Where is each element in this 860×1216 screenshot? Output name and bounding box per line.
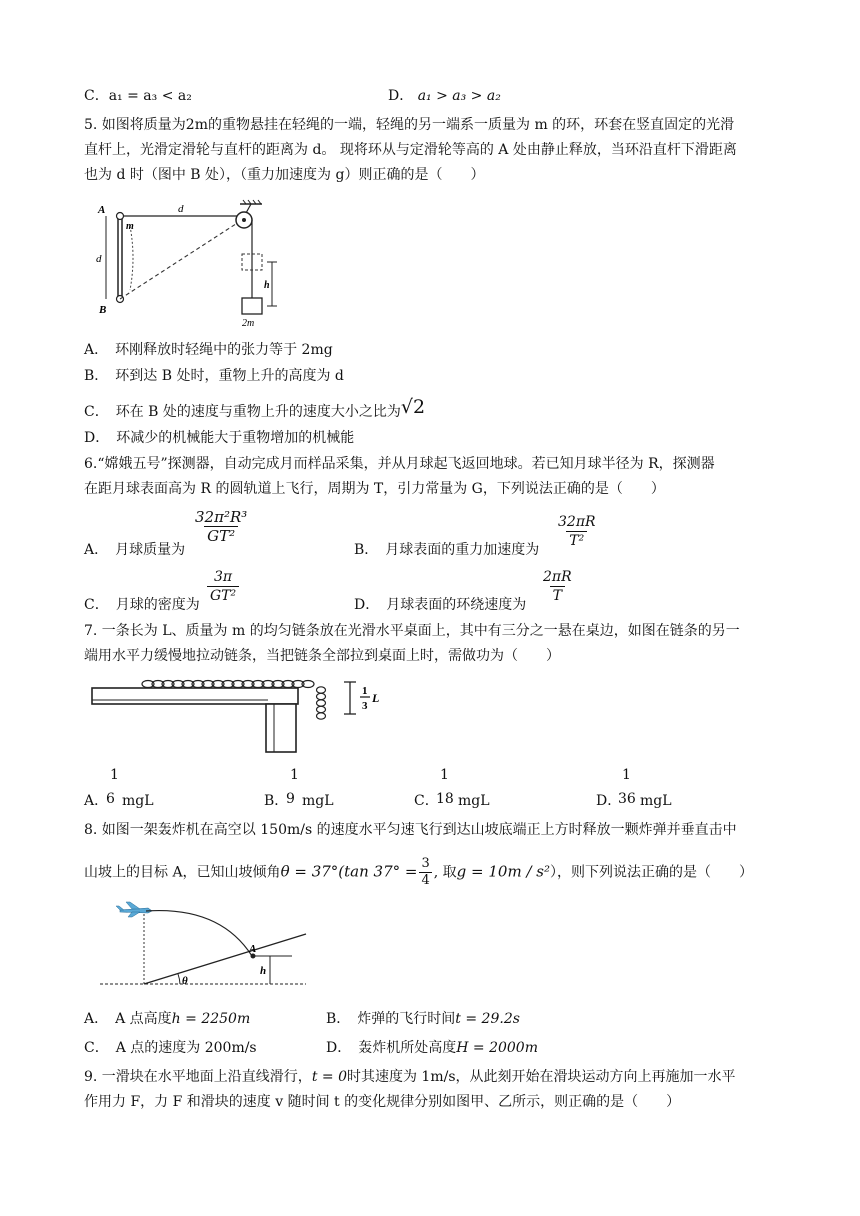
q6-stem-line1: 6.“嫦娥五号”探测器，自动完成月而样品采集，并从月球起飞返回地球。若已知月球半径为 R，探测器 [84, 456, 715, 472]
q8-fraction-num: 3 [421, 856, 430, 871]
q8-bomber-diagram [100, 898, 320, 993]
q7-option-numerator: 1 [622, 767, 631, 783]
q6-c-denominator: GT² [207, 586, 239, 605]
q6-d-numerator: 2πR [543, 569, 572, 585]
q7-option-suffix: mgL [302, 793, 334, 809]
q8-stem-line1: 8. 如图一架轰炸机在高空以 150m/s 的速度水平匀速飞行到达山坡底端正上方时释放一颗炸弹并垂直击中 [84, 822, 737, 838]
q8-label-h: h [260, 965, 267, 977]
chain-link [317, 706, 326, 712]
q7-option-numerator: 1 [110, 767, 119, 783]
q5-stem-line3: 也为 d 时（图中 B 处），（重力加速度为 g）则正确的是（ ） [84, 167, 485, 183]
q9-stem-line1-b: 时其速度为 1m/s，从此刻开始在滑块运动方向上再施加一水平 [346, 1069, 736, 1085]
airplane-icon [116, 902, 152, 917]
q6-a-denominator: GT² [204, 526, 238, 545]
q6-option-b: B． 月球表面的重力加速度为 [354, 542, 540, 558]
q8-option-b [326, 1009, 520, 1029]
q9-stem-line1-a: 9. 一滑块在水平地面上沿直线滑行， [84, 1069, 312, 1085]
q7-option-prefix: B． [264, 793, 289, 809]
q8-fraction-den: 4 [421, 873, 430, 888]
q5-option-c [84, 396, 426, 422]
q5-label-m: m [126, 221, 134, 232]
q8-option-b-expr: t = 29.2s [455, 1011, 520, 1027]
q4-option-d-expr: a₁ > a₃ > a₂ [417, 88, 501, 104]
q6-option-a: A． 月球质量为 [84, 542, 186, 558]
q7-label-num: 1 [362, 685, 368, 697]
q7-option-suffix: mgL [122, 793, 154, 809]
q9-stem-line1 [84, 1067, 736, 1087]
q4-option-c: C．a₁ = a₃ < a₂ [84, 88, 192, 104]
chain-link [317, 687, 326, 693]
q5-option-d: D． 环减少的机械能大于重物增加的机械能 [84, 430, 355, 446]
q6-option-c-fraction [207, 568, 239, 605]
q8-option-a-expr: h = 2250m [171, 1011, 251, 1027]
q7-stem-line2: 端用水平力缓慢地拉动链条，当把链条全部拉到桌面上时，需做功为（ ） [84, 648, 560, 664]
chain-link [317, 713, 326, 719]
q5-stem-line1: 5. 如图将质量为2m的重物悬挂在轻绳的一端，轻绳的另一端系一质量为 m 的环，环套在竖直固定的光滑 [84, 117, 735, 133]
q5-option-c-text: C． 环在 B 处的速度与重物上升的速度大小之比为 [84, 404, 401, 420]
q6-d-denominator: T [550, 586, 565, 605]
q6-option-d: D． 月球表面的环绕速度为 [354, 597, 527, 613]
q5-label-b: B [99, 304, 107, 316]
q4-option-d-prefix: D． [388, 88, 414, 104]
q8-option-d-prefix: D． 轰炸机所处高度 [326, 1040, 457, 1056]
q5-option-a: A． 环刚释放时轻绳中的张力等于 2mg [84, 342, 333, 358]
q6-a-numerator: 32π²R³ [195, 508, 248, 526]
q5-label-d-side: d [96, 253, 102, 265]
q7-option-numerator: 1 [440, 767, 449, 783]
q7-option-suffix: mgL [640, 793, 672, 809]
q8-option-c: C． A 点的速度为 200m/s [84, 1040, 257, 1056]
q5-label-a: A [98, 204, 106, 216]
q5-pulley-diagram [96, 198, 306, 333]
q7-option-prefix: A． [84, 793, 109, 809]
q8-stem-line2-a: 山坡上的目标 A，已知山坡倾角 [84, 864, 281, 881]
q7-chain-diagram [88, 676, 378, 756]
chain-link [317, 700, 326, 706]
q5-label-h: h [264, 280, 270, 291]
q6-option-a-fraction [192, 508, 250, 545]
q5-option-b: B． 环到达 B 处时，重物上升的高度为 d [84, 368, 344, 384]
q6-stem-line2: 在距月球表面高为 R 的圆轨道上飞行，周期为 T，引力常量为 G，下列说法正确的是（ ） [84, 481, 665, 497]
q5-label-d-top: d [178, 203, 184, 215]
q4-option-d [388, 86, 501, 106]
q8-stem-line2-g: g = 10m / s² [456, 862, 550, 881]
q8-option-d [326, 1038, 538, 1058]
q8-label-a: A [249, 943, 257, 955]
q7-option-suffix: mgL [458, 793, 490, 809]
q6-option-d-fraction [540, 568, 575, 605]
q7-option-denominator: 36 [618, 791, 636, 807]
q8-stem-line2-e: ），则下列说法正确的是（ ） [549, 864, 753, 881]
q7-label-den: 3 [362, 700, 368, 712]
q6-b-numerator: 32πR [558, 514, 596, 530]
q8-stem-line2-theta: θ = 37°(tan 37° = [280, 862, 418, 881]
q5-option-c-sqrt: √2 [400, 396, 426, 418]
q8-option-a [84, 1009, 250, 1029]
q7-option-denominator: 18 [436, 791, 454, 807]
q8-stem-line2-c: , 取 [433, 864, 457, 881]
q8-label-theta: θ [182, 975, 188, 987]
q8-option-b-prefix: B． 炸弹的飞行时间 [326, 1011, 456, 1027]
q8-option-d-expr: H = 2000m [456, 1040, 538, 1056]
q6-c-numerator: 3π [214, 569, 233, 585]
q7-label-var: L [372, 691, 380, 705]
chain-link [317, 693, 326, 699]
q5-stem-line2: 直杆上，光滑定滑轮与直杆的距离为 d。 现将环从与定滑轮等高的 A 处由静止释放，当环沿直杆下滑距离 [84, 142, 737, 158]
q5-label-2m: 2m [242, 318, 255, 329]
q9-stem-line2: 作用力 F，力 F 和滑块的速度 v 随时间 t 的变化规律分别如图甲、乙所示，则正确的是（ ） [84, 1094, 681, 1110]
q7-option-numerator: 1 [290, 767, 299, 783]
q7-option-denominator: 9 [286, 791, 295, 807]
q8-stem-line2 [84, 856, 753, 889]
q8-option-a-prefix: A． A 点高度 [84, 1011, 172, 1027]
q7-stem-line1: 7. 一条长为 L、质量为 m 的均匀链条放在光滑水平桌面上，其中有三分之一悬在桌边，如图在链条的另一 [84, 623, 740, 639]
q9-stem-t0: t = 0 [311, 1069, 347, 1085]
q6-b-denominator: T² [566, 531, 587, 550]
q8-stem-fraction [419, 856, 431, 889]
q7-option-prefix: C． [414, 793, 439, 809]
q6-option-c: C． 月球的密度为 [84, 597, 200, 613]
q6-option-b-fraction [555, 513, 599, 550]
q7-option-prefix: D． [596, 793, 622, 809]
q7-option-denominator: 6 [106, 791, 115, 807]
